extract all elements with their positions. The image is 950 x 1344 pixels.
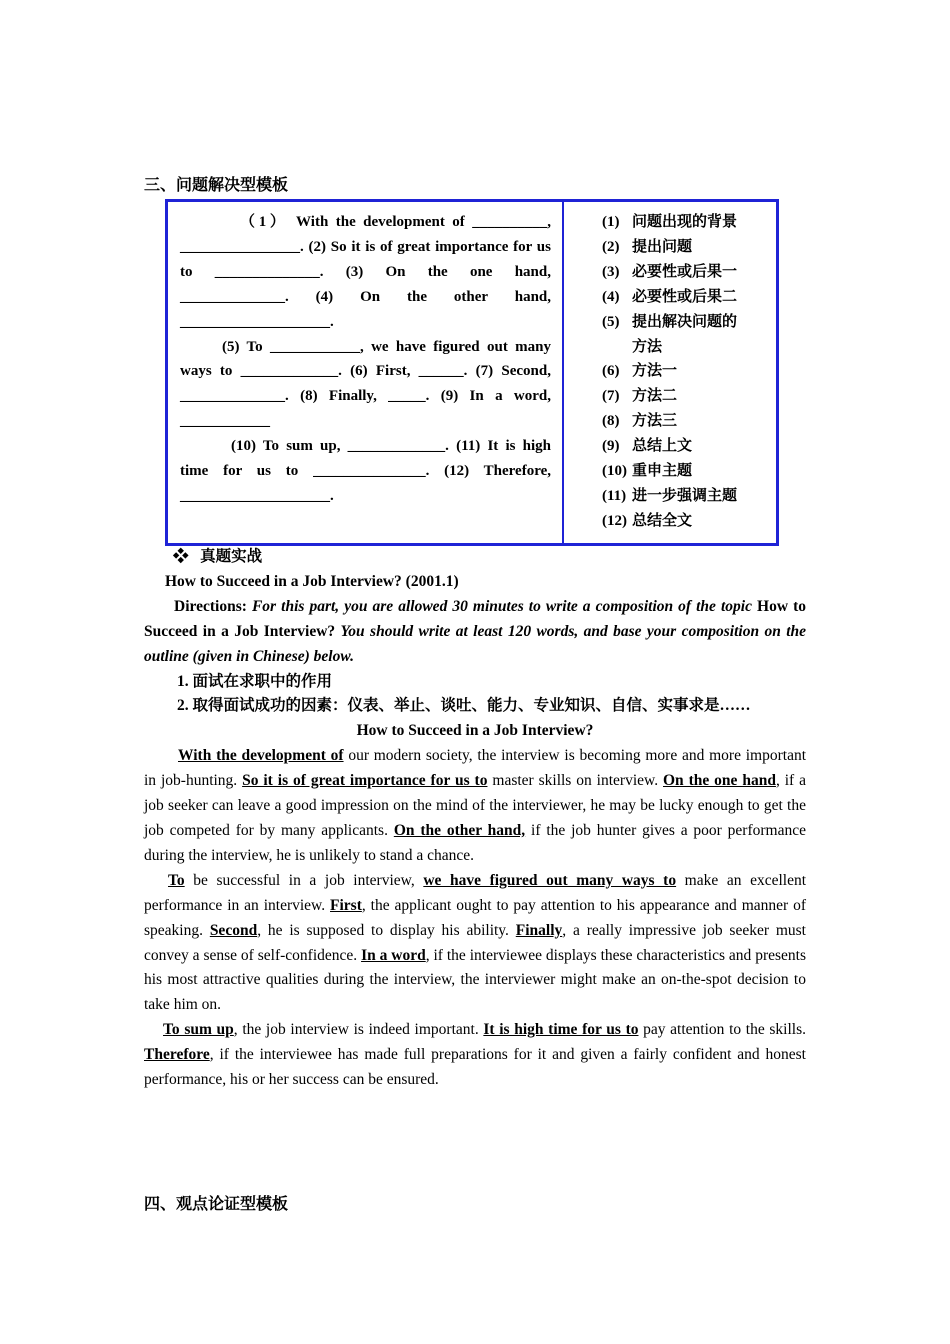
essay-text: , a really impressive job seeker must convey a sense of self-confidence. <box>144 921 806 964</box>
key-phrase: we have figured out many ways to <box>423 871 677 889</box>
directions-text-b: You should write at least 120 words, and base your composition on the outline (given in Chinese) below. <box>144 622 807 665</box>
template-paragraph-2: (5) To ____________, we have figured out many ways to _____________. (6) First, ______. (7) Second, ______________. (8) Finally, _____. (9) In a word, ____________ <box>180 338 551 430</box>
legend-item <box>602 310 776 335</box>
legend-item <box>602 409 776 434</box>
directions <box>144 595 806 670</box>
legend-text: 问题出现的背景 <box>632 214 738 230</box>
legend-text: 方法二 <box>632 388 678 405</box>
legend-number: (8) <box>602 413 620 430</box>
essay-paragraph-2 <box>144 869 806 1018</box>
legend-item <box>602 484 776 509</box>
key-phrase: Finally <box>515 921 563 939</box>
template-table <box>165 199 779 546</box>
directions-topic: How to Succeed in a Job Interview? <box>144 597 807 640</box>
key-phrase: It is high time for us to <box>483 1021 639 1039</box>
key-phrase: On the one hand <box>663 772 776 790</box>
practice-label: 真题实战 <box>200 548 263 565</box>
key-phrase: With the development of <box>178 747 344 765</box>
essay-text: , if the interviewee displays these characteristics and presents his most attractive qualities during the interview, the interviewer might make an on-the-spot decision to take him on. <box>144 946 806 1014</box>
essay-paragraph-1 <box>144 744 806 869</box>
key-phrase: To <box>168 871 185 889</box>
essay-text: , he is supposed to display his ability. <box>257 921 516 939</box>
essay-text: , if the interviewee has made full preparations for it and given a fairly confident and honest performance, his or her success can be ensured. <box>144 1046 806 1089</box>
legend-number: (2) <box>602 238 620 255</box>
directions-label: Directions: <box>174 597 247 615</box>
legend-text: 必要性或后果二 <box>632 288 738 305</box>
section-3-heading: 三、问题解决型模板 <box>144 177 289 194</box>
legend-item <box>602 210 776 235</box>
essay-text: our modern society, the interview is becoming more and more important in job-hunting. <box>144 747 807 790</box>
essay-text: if the job hunter gives a poor performance during the interview, he is unlikely to stand a chance. <box>144 821 806 864</box>
outline-item-2: 2. 取得面试成功的因素：仪表、举止、谈吐、能力、专业知识、自信、实事求是…… <box>177 697 751 715</box>
key-phrase: To sum up <box>163 1021 234 1039</box>
legend-number: (11) <box>602 487 627 504</box>
essay-text: be successful in a job interview, <box>184 871 424 889</box>
legend-text: 方法 <box>632 338 663 355</box>
outline-item-1: 1. 面试在求职中的作用 <box>177 672 333 690</box>
legend-number: (4) <box>602 288 620 305</box>
legend-number <box>602 335 632 360</box>
key-phrase: So it is of great importance for us to <box>242 772 488 790</box>
legend-text: 重申主题 <box>632 463 693 480</box>
legend-item <box>602 384 776 409</box>
key-phrase: In a word <box>361 946 426 964</box>
directions-text-a: For this part, you are allowed 30 minutes to write a composition of the topic <box>251 597 752 615</box>
legend-number: (5) <box>602 313 620 330</box>
template-text-cell <box>168 202 564 543</box>
legend-text: 进一步强调主题 <box>632 487 738 504</box>
legend-item <box>602 359 776 384</box>
key-phrase: First <box>330 896 362 914</box>
key-phrase: Second <box>209 921 258 939</box>
practice-section <box>144 545 806 1093</box>
legend-item <box>602 434 776 459</box>
legend-item <box>602 235 776 260</box>
legend-text: 提出解决问题的 <box>632 313 738 330</box>
legend-text: 提出问题 <box>632 238 693 255</box>
template-legend-cell <box>564 202 776 543</box>
essay-text: make an excellent performance in an interview. <box>144 871 807 914</box>
legend-item <box>602 459 776 484</box>
legend-number: (12) <box>602 512 627 529</box>
legend-number: (6) <box>602 363 620 380</box>
section-4-heading: 四、观点论证型模板 <box>144 1196 289 1213</box>
legend-text: 方法一 <box>632 363 678 380</box>
key-phrase: On the other hand, <box>393 821 526 839</box>
template-paragraph-1: （1） With the development of __________, ________________. (2) So it is of great importance for us to ______________. (3) On the one hand, ______________. (4) On the other hand, ____________________. <box>180 214 551 330</box>
essay-text: pay attention to the skills. <box>638 1021 806 1039</box>
legend-item <box>602 285 776 310</box>
essay-text: master skills on interview. <box>487 772 663 790</box>
legend-text: 总结全文 <box>632 512 693 529</box>
template-paragraph-3: (10) To sum up, _____________. (11) It is high time for us to _______________. (12) Therefore, ____________________. <box>180 438 551 504</box>
legend-text: 必要性或后果一 <box>632 263 738 280</box>
legend-text: 总结上文 <box>632 438 693 455</box>
legend-list <box>602 210 776 534</box>
legend-text: 方法三 <box>632 413 678 430</box>
legend-number: (3) <box>602 263 620 280</box>
essay-text: , the job interview is indeed important. <box>233 1021 484 1039</box>
legend-number: (7) <box>602 388 620 405</box>
essay-text: , the applicant ought to pay attention to his appearance and manner of speaking. <box>144 896 806 939</box>
essay-title: How to Succeed in a Job Interview? <box>356 722 594 740</box>
exam-title: How to Succeed in a Job Interview? (2001.1) <box>165 572 459 590</box>
legend-item <box>602 509 776 534</box>
practice-label-row <box>144 545 806 570</box>
legend-number: (9) <box>602 438 620 455</box>
key-phrase: Therefore <box>144 1046 210 1064</box>
legend-item <box>602 260 776 285</box>
diamond-bullet-icon: ❖ <box>173 548 189 565</box>
legend-number: (1) <box>602 214 620 230</box>
essay-text: , if a job seeker can leave a good impression on the mind of the interviewer, he may be lucky enough to get the job competed for by many applicants. <box>144 772 807 839</box>
legend-number: (10) <box>602 463 627 480</box>
essay-paragraph-3 <box>144 1018 806 1093</box>
legend-item <box>602 335 776 360</box>
